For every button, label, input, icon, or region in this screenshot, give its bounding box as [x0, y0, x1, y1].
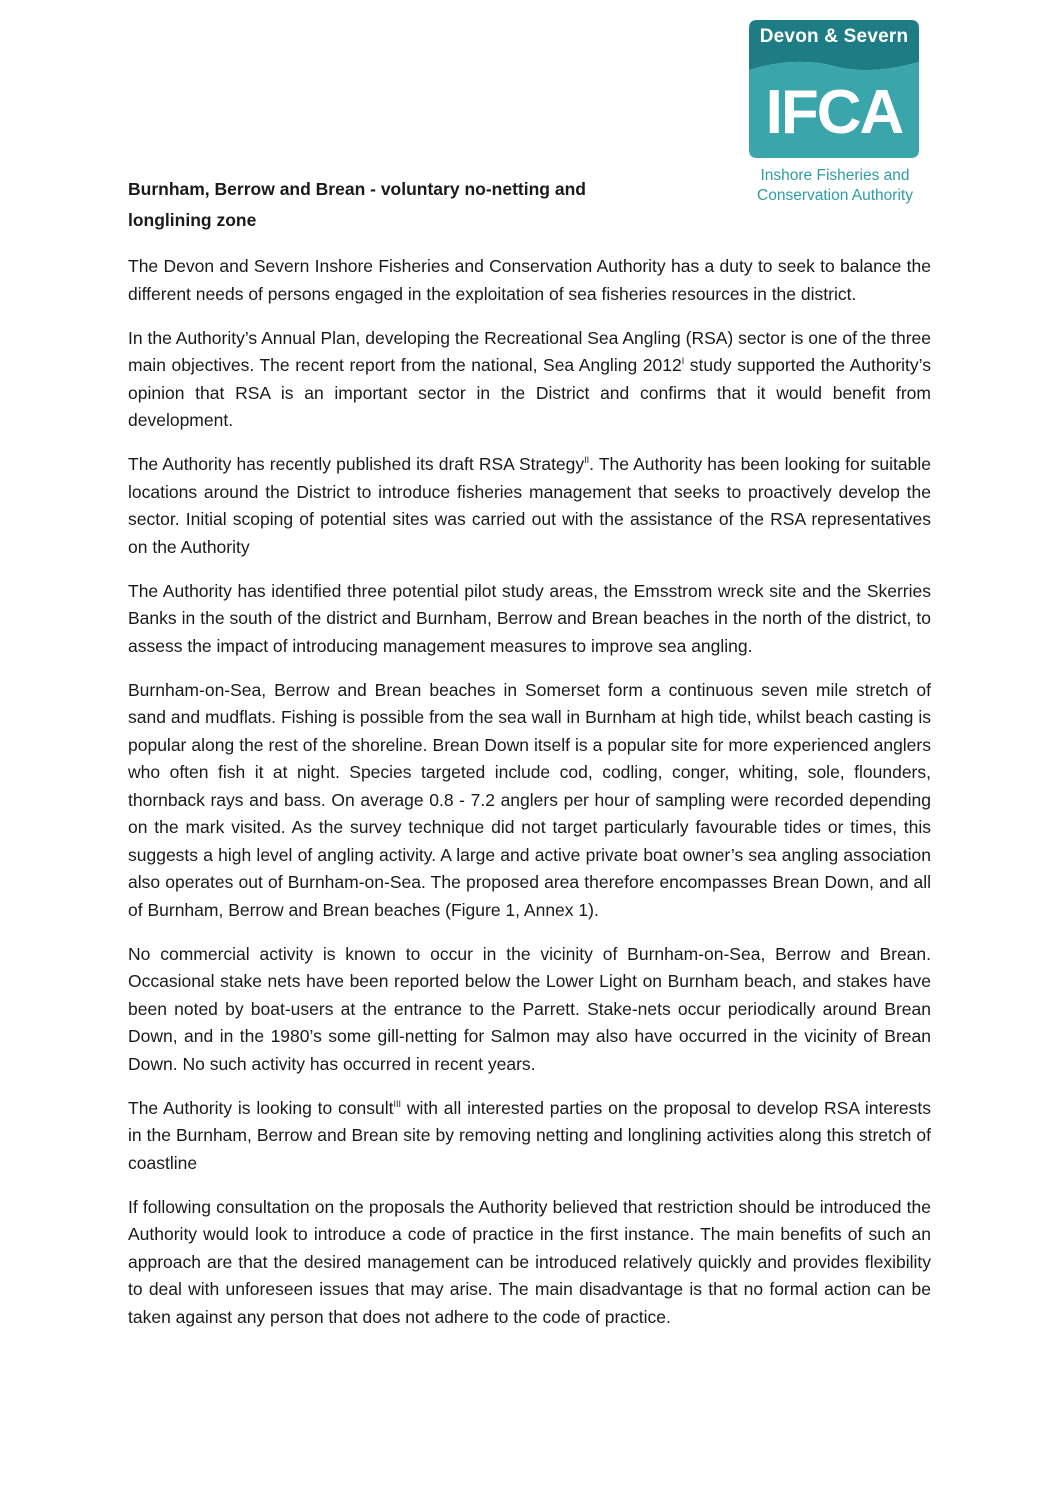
paragraph-text: with all interested parties on the proposal to develop RSA interests in the Burnham, Berrow and Brean site by removing netting and longlining activities along this stretch of coastline — [128, 1097, 931, 1173]
paragraph-annual-plan — [128, 325, 931, 435]
paragraph-code-of-practice: If following consultation on the proposals the Authority believed that restriction should be introduced the Authority would look to introduce a code of practice in the first instance. The main benefits of such an approach are that the desired management can be introduced relatively quickly and provides flexibility to deal with unforeseen issues that may arise. The main disadvantage is that no formal action can be taken against any person that does not adhere to the code of practice. — [128, 1196, 931, 1327]
paragraph-site-description: Burnham-on-Sea, Berrow and Brean beaches in Somerset form a continuous seven mile stretch of sand and mudflats. Fishing is possible from the sea wall in Burnham at high tide, whilst beach casting is popular along the rest of the shoreline. Brean Down itself is a popular site for more experienced anglers who often fish it at night. Species targeted include cod, codling, conger, whiting, sole, flounders, thornback rays and bass. On average 0.8 - 7.2 anglers per hour of sampling were recorded depending on the mark visited. As the survey technique did not target particularly favourable tides or times, this suggests a high level of angling activity. A large and active private boat owner’s sea angling association also operates out of Burnham-on-Sea. The proposed area therefore encompasses Brean Down, and all of Burnham, Berrow and Brean beaches (Figure 1, Annex 1). — [128, 679, 931, 920]
paragraph-consultation — [128, 1095, 931, 1178]
paragraph-text: study supported the Authority’s opinion that RSA is an important sector in the District and confirms that it would benefit from development. — [128, 355, 931, 430]
paragraph-commercial-activity: No commercial activity is known to occur in the vicinity of Burnham-on-Sea, Berrow and Brean. Occasional stake nets have been reported below the Lower Light on Burnham beach, and stakes have been noted by boat-users at the entrance to the Parrett. Stake-nets occur periodically around Brean Down, and in the 1980’s some gill-netting for Salmon may also have occurred in the vicinity of Brean Down. No such activity has occurred in recent years. — [128, 943, 931, 1074]
paragraph-duty: The Devon and Severn Inshore Fisheries and Conservation Authority has a duty to seek to balance the different needs of persons engaged in the exploitation of sea fisheries resources in the district. — [128, 256, 931, 304]
logo-subtitle-line1: Inshore Fisheries and — [760, 167, 910, 184]
footnote-marker: II — [584, 455, 590, 466]
document-title: Burnham, Berrow and Brean - voluntary no-netting and longlining zone — [128, 179, 586, 230]
footnote-marker: III — [393, 1098, 401, 1109]
logo-subtitle-line2: Conservation Authority — [757, 187, 913, 204]
paragraph-pilot-areas: The Authority has identified three potential pilot study areas, the Emsstrom wreck site and the Skerries Banks in the south of the district and Burnham, Berrow and Brean beaches in the north of the district, to assess the impact of introducing management measures to improve sea angling. — [128, 580, 931, 656]
paragraph-text: The Authority is looking to consult — [128, 1097, 394, 1118]
document-body — [128, 174, 931, 1348]
paragraph-text: The Authority has recently published its draft RSA Strategy — [128, 454, 585, 474]
footnote-marker: I — [681, 356, 685, 367]
paragraph-rsa-strategy — [128, 451, 931, 561]
logo-region-text: Devon & Severn — [759, 26, 909, 47]
paragraph-text: . The Authority has been looking for suitable locations around the District to introduce fisheries management that seeks to proactively develop the sector. Initial scoping of potential sites was carried out with the assistance of the RSA representatives on the Authority — [128, 454, 931, 557]
logo-acronym: IFCA — [765, 78, 903, 147]
paragraph-text: In the Authority’s Annual Plan, developing the Recreational Sea Angling (RSA) sector is one of the three main objectives. The recent report from the national, Sea Angling 2012 — [128, 327, 931, 375]
